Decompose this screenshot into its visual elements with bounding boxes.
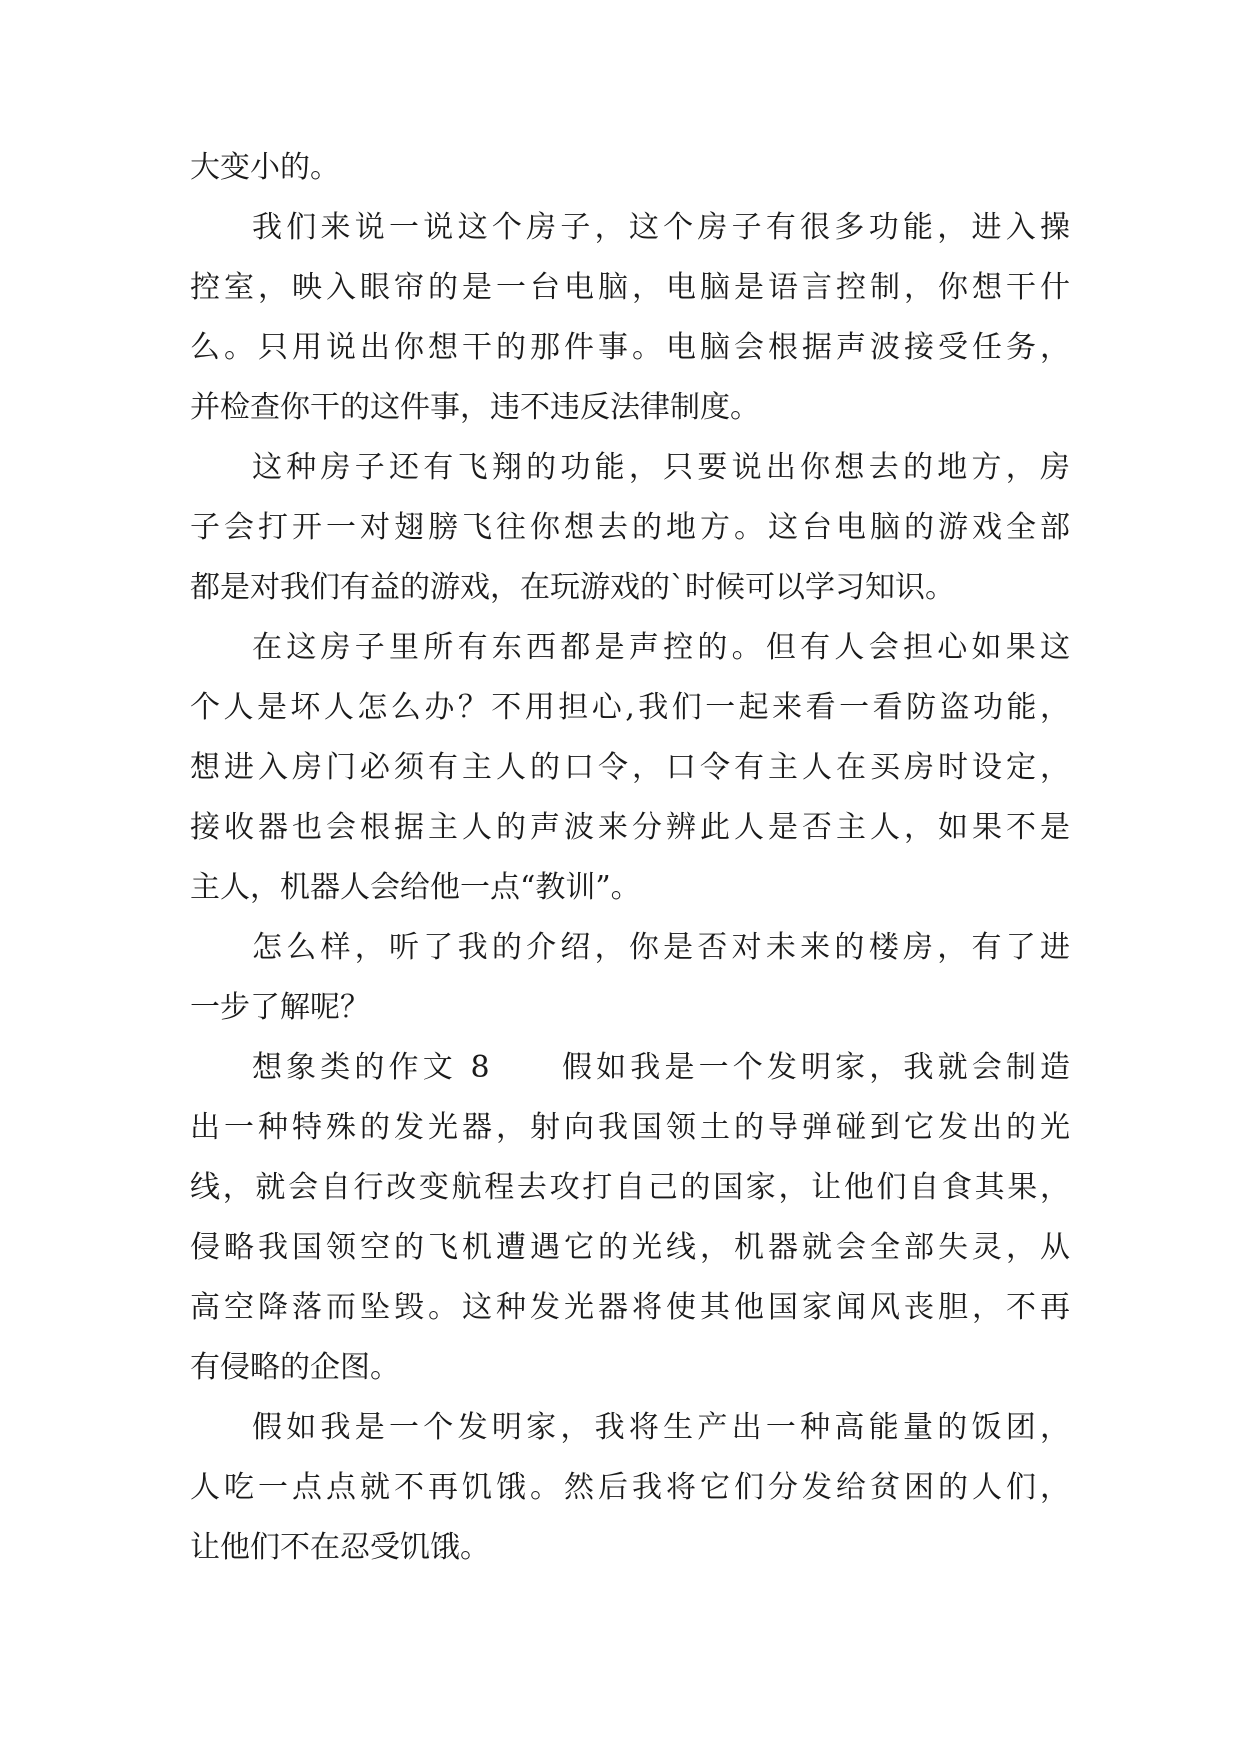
text-line: 大变小的。 [190, 150, 340, 185]
text-line: 都是对我们有益的游戏，在玩游戏的`时候可以学习知识。 [190, 570, 955, 605]
text-line: 想进入房门必须有主人的口令，口令有主人在买房时设定， [190, 750, 1070, 785]
text-line: 控室，映入眼帘的是一台电脑，电脑是语言控制，你想干什 [190, 270, 1070, 305]
text-line: 接收器也会根据主人的声波来分辨此人是否主人，如果不是 [190, 810, 1070, 845]
paragraph-start: 我们来说一说这个房子，这个房子有很多功能，进入操 [252, 210, 1070, 245]
text-line: 线，就会自行改变航程去攻打自己的国家，让他们自食其果， [190, 1170, 1070, 1205]
paragraph-start: 怎么样，听了我的介绍，你是否对未来的楼房，有了进 [252, 930, 1070, 965]
text-line: 个人是坏人怎么办？不用担心,我们一起来看一看防盗功能， [190, 690, 1070, 725]
paragraph-start: 想象类的作文 8 假如我是一个发明家，我就会制造 [252, 1050, 1070, 1085]
paragraph-start: 假如我是一个发明家，我将生产出一种高能量的饭团， [252, 1410, 1070, 1445]
text-line: 侵略我国领空的飞机遭遇它的光线，机器就会全部失灵，从 [190, 1230, 1070, 1265]
paragraph-start: 在这房子里所有东西都是声控的。但有人会担心如果这 [252, 630, 1070, 665]
text-line: 么。只用说出你想干的那件事。电脑会根据声波接受任务， [190, 330, 1070, 365]
text-line: 一步了解呢？ [190, 990, 370, 1025]
text-line: 有侵略的企图。 [190, 1350, 400, 1385]
paragraph-start: 这种房子还有飞翔的功能，只要说出你想去的地方，房 [252, 450, 1070, 485]
text-line: 让他们不在忍受饥饿。 [190, 1530, 490, 1565]
text-line: 并检查你干的这件事，违不违反法律制度。 [190, 390, 760, 425]
text-line: 出一种特殊的发光器，射向我国领土的导弹碰到它发出的光 [190, 1110, 1070, 1145]
text-line: 子会打开一对翅膀飞往你想去的地方。这台电脑的游戏全部 [190, 510, 1070, 545]
text-line: 高空降落而坠毁。这种发光器将使其他国家闻风丧胆，不再 [190, 1290, 1070, 1325]
text-line: 主人，机器人会给他一点“教训”。 [190, 870, 641, 905]
text-line: 人吃一点点就不再饥饿。然后我将它们分发给贫困的人们， [190, 1470, 1070, 1505]
